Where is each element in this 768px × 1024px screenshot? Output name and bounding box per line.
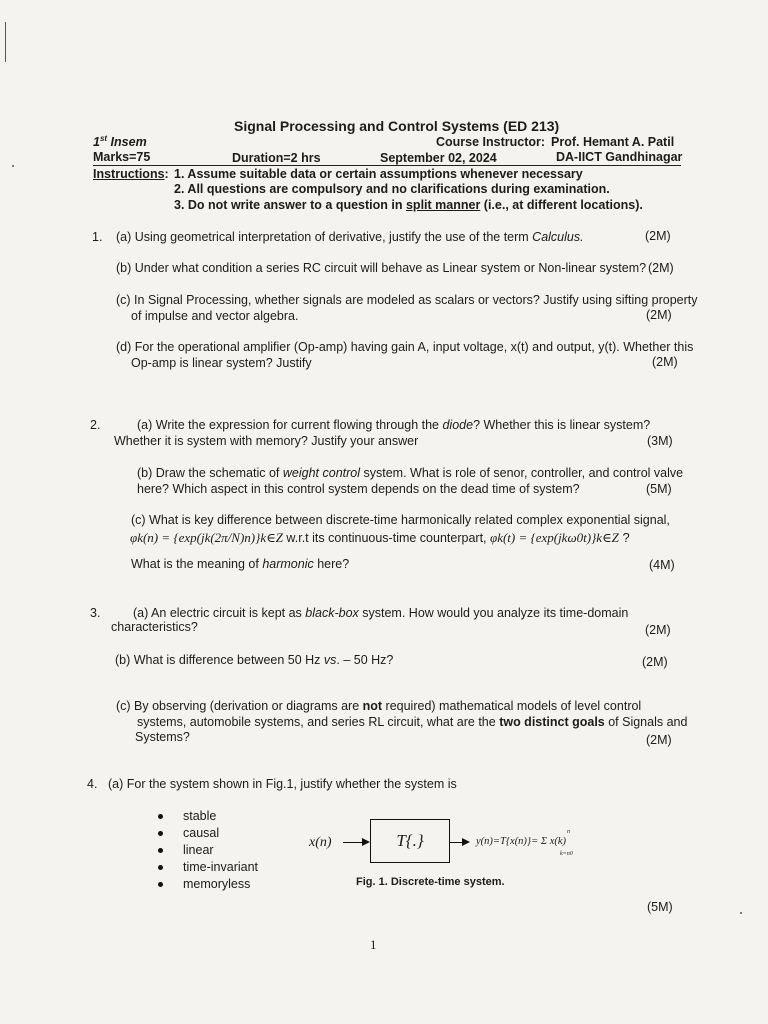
property-item: causal [158, 826, 219, 841]
instructor-label: Course Instructor: [436, 135, 546, 149]
q3c-text-line2: systems, automobile systems, and series RL circuit, what are the two distinct goals of Signals and [137, 715, 688, 729]
q1d-text-line1: (d) For the operational amplifier (Op-amp) having gain A, input voltage, x(t) and output, y(t). Whether this [116, 340, 694, 354]
page-number: 1 [370, 937, 377, 952]
q2c-formula-discrete: φk(n) = {exp(jk(2π/N)n)}k∈Z [130, 530, 283, 545]
bullet-icon [158, 848, 163, 853]
instruction-2: 2. All questions are compulsory and no clarifications during examination. [174, 182, 610, 196]
q3b-marks: (2M) [642, 655, 668, 669]
q2b-text-line1: (b) Draw the schematic of weight control system. What is role of senor, controller, and control valve [137, 466, 684, 480]
duration: Duration=2 hrs [232, 151, 321, 165]
output-arrow-line [450, 842, 462, 843]
diagram-input-label: x(n) [309, 835, 332, 850]
instructor-name: Prof. Hemant A. Patil [551, 135, 675, 149]
property-item: time-invariant [158, 860, 258, 875]
bullet-icon [158, 865, 163, 870]
q2c-text-line3: What is the meaning of harmonic here? [131, 557, 350, 571]
insem-label: 1st Insem [93, 134, 147, 150]
property-item: linear [158, 843, 214, 858]
q2c-formula-line: φk(n) = {exp(jk(2π/N)n)}k∈Z w.r.t its continuous-time counterpart, φk(t) = {exp(jkω0t)}k∈Z ? [130, 530, 630, 545]
q1a-marks: (2M) [645, 229, 671, 243]
q4-number: 4. [87, 777, 98, 791]
input-arrow-icon [362, 838, 370, 846]
figure-caption: Fig. 1. Discrete-time system. [356, 876, 505, 888]
system-block-label: T{.} [396, 831, 424, 850]
property-item: memoryless [158, 877, 250, 892]
output-arrow-icon [462, 838, 470, 846]
q3b-text: (b) What is difference between 50 Hz vs. – 50 Hz? [115, 653, 394, 667]
bullet-icon [158, 882, 163, 887]
q2a-text-line2: Whether it is system with memory? Justify your answer [114, 434, 419, 448]
diagram-output-expression: y(n)=T{x(n)}= Σ x(k) [476, 836, 567, 847]
q3a-marks: (2M) [645, 623, 671, 637]
q4-marks: (5M) [647, 900, 673, 914]
q2c-formula-continuous: φk(t) = {exp(jkω0t)}k∈Z [490, 530, 619, 545]
marks-total: Marks=75 [93, 150, 151, 164]
bullet-icon [158, 831, 163, 836]
input-arrow-line [343, 842, 362, 843]
instructions-label: Instructions: [93, 167, 169, 181]
q2a-text-line1: (a) Write the expression for current flowing through the diode? Whether this is linear system? [137, 418, 651, 432]
q1c-text-line2: of impulse and vector algebra. [131, 309, 299, 323]
q2c-text-line1: (c) What is key difference between discrete-time harmonically related complex exponential signal, [131, 513, 670, 527]
sum-upper-limit: n [567, 829, 570, 835]
property-item: stable [158, 809, 216, 824]
header-rule [93, 165, 681, 166]
q1d-marks: (2M) [652, 355, 678, 369]
q2b-text-line2: here? Which aspect in this control system depends on the dead time of system? [137, 482, 580, 496]
q3a-text-line1: (a) An electric circuit is kept as black-box system. How would you analyze its time-domain [133, 606, 629, 620]
q2b-marks: (5M) [646, 482, 672, 496]
q3c-marks: (2M) [646, 733, 672, 747]
q3-number: 3. [90, 606, 101, 620]
q1a-text: (a) Using geometrical interpretation of derivative, justify the use of the term Calculus. [116, 230, 584, 244]
q2-number: 2. [90, 418, 101, 432]
instruction-1: 1. Assume suitable data or certain assumptions whenever necessary [174, 167, 583, 181]
q2c-marks: (4M) [649, 558, 675, 572]
sum-lower-limit: k=n0 [560, 851, 573, 857]
q1b-text: (b) Under what condition a series RC circuit will behave as Linear system or Non-linear system? [116, 261, 647, 275]
exam-title: Signal Processing and Control Systems (ED 213) [234, 118, 560, 134]
institute-name: DA-IICT Gandhinagar [556, 150, 683, 164]
scan-speck [12, 165, 14, 167]
q3a-text-line2: characteristics? [111, 620, 198, 634]
system-block [370, 819, 450, 863]
q1-number: 1. [92, 230, 103, 244]
q1b-marks: (2M) [648, 261, 674, 275]
q3c-text-line1: (c) By observing (derivation or diagrams are not required) mathematical models of level control [116, 699, 642, 713]
exam-date: September 02, 2024 [380, 151, 497, 165]
scan-speck [740, 912, 742, 914]
q4a-text: (a) For the system shown in Fig.1, justify whether the system is [108, 777, 457, 791]
q3c-text-line3: Systems? [135, 730, 190, 744]
bullet-icon [158, 814, 163, 819]
q1d-text-line2: Op-amp is linear system? Justify [131, 356, 312, 370]
scan-edge-mark [5, 22, 6, 62]
q1c-marks: (2M) [646, 308, 672, 322]
q2a-marks: (3M) [647, 434, 673, 448]
q1c-text-line1: (c) In Signal Processing, whether signals are modeled as scalars or vectors? Justify using sifting property [116, 293, 698, 307]
instruction-3: 3. Do not write answer to a question in split manner (i.e., at different locations). [174, 198, 643, 212]
